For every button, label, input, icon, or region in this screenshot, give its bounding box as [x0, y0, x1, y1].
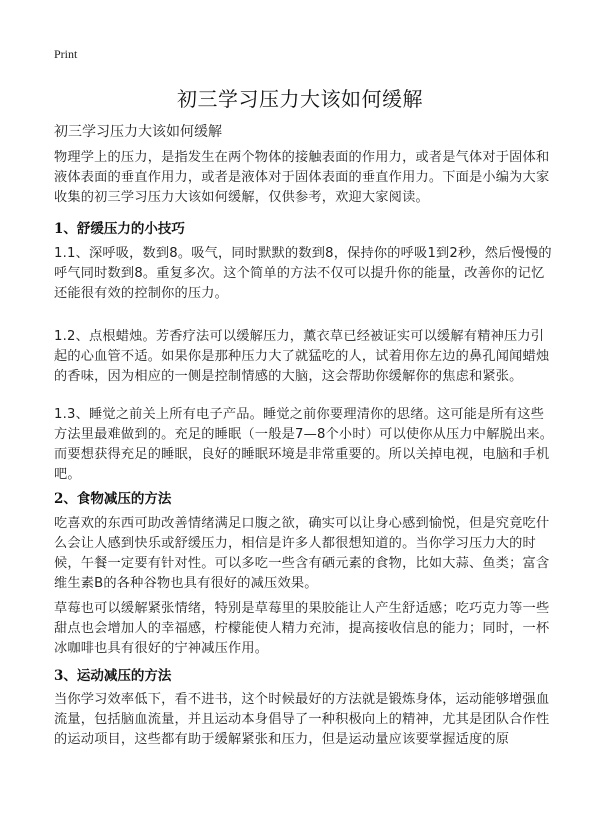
- section-heading-3: 3、运动减压的方法: [54, 668, 172, 684]
- intro-paragraph: 物理学上的压力，是指发生在两个物体的接触表面的作用力，或者是气体对于固体和液体表面的垂直作用力，或者是液体对于固体表面的垂直作用力。下面是小编为大家收集的初三学习压力大该如何缓解，仅供参考，欢迎大家阅读。: [54, 150, 550, 205]
- section-heading-2: 2、食物减压的方法: [54, 491, 172, 507]
- page-title: 初三学习压力大该如何缓解: [177, 87, 423, 111]
- paragraph-3-1: 当你学习效率低下，看不进书，这个时候最好的方法就是锻炼身体，运动能够增强血流量，包括脑血流量，并且运动本身倡导了一种积极向上的精神，尤其是团队合作性的运动项目，这些都有助于缓解紧张和压力，但是运动量应该要掌握适度的原: [54, 692, 550, 747]
- section-heading-1: 1、舒缓压力的小技巧: [54, 221, 185, 237]
- paragraph-1-3: 1.3、睡觉之前关上所有电子产品。睡觉之前你要理清你的思绪。这可能是所有这些方法里最难做到的。充足的睡眠（一般是7—8个小时）可以使你从压力中解脱出来。而要想获得充足的睡眠，良好的睡眠环境是非常重要的。所以关掉电视，电脑和手机吧。: [54, 407, 554, 482]
- paragraph-1-2: 1.2、点根蜡烛。芳香疗法可以缓解压力，薰衣草已经被证实可以缓解有精神压力引起的心血管不适。如果你是那种压力大了就猛吃的人，试着用你左边的鼻孔闻闻蜡烛的香味，因为相应的一侧是控制情感的大脑，这会帮助你缓解你的焦虑和紧张。: [54, 329, 550, 384]
- paragraph-2-1: 吃喜欢的东西可助改善情绪满足口腹之欲，确实可以让身心感到愉悦，但是究竟吃什么会让人感到快乐或舒缓压力，相信是许多人都很想知道的。当你学习压力大的时候，午餐一定要有针对性。可以多吃一些含有硒元素的食物，比如大蒜、鱼类；富含维生素B的各种谷物也具有很好的减压效果。: [54, 516, 550, 591]
- document-subtitle: 初三学习压力大该如何缓解: [54, 124, 222, 140]
- paragraph-1-1: 1.1、深呼吸，数到8。吸气，同时默默的数到8，保持你的呼吸1到2秒，然后慢慢的呼气同时数到8。重复多次。这个简单的方法不仅可以提升你的能量，改善你的记忆还能很有效的控制你的压力。: [54, 246, 552, 301]
- paragraph-2-2: 草莓也可以缓解紧张情绪，特别是草莓里的果胶能让人产生舒适感；吃巧克力等一些甜点也会增加人的幸福感，柠檬能使人精力充沛，提高接收信息的能力；同时，一杯冰咖啡也具有很好的宁神减压作用。: [54, 601, 550, 656]
- print-label[interactable]: Print: [54, 47, 78, 61]
